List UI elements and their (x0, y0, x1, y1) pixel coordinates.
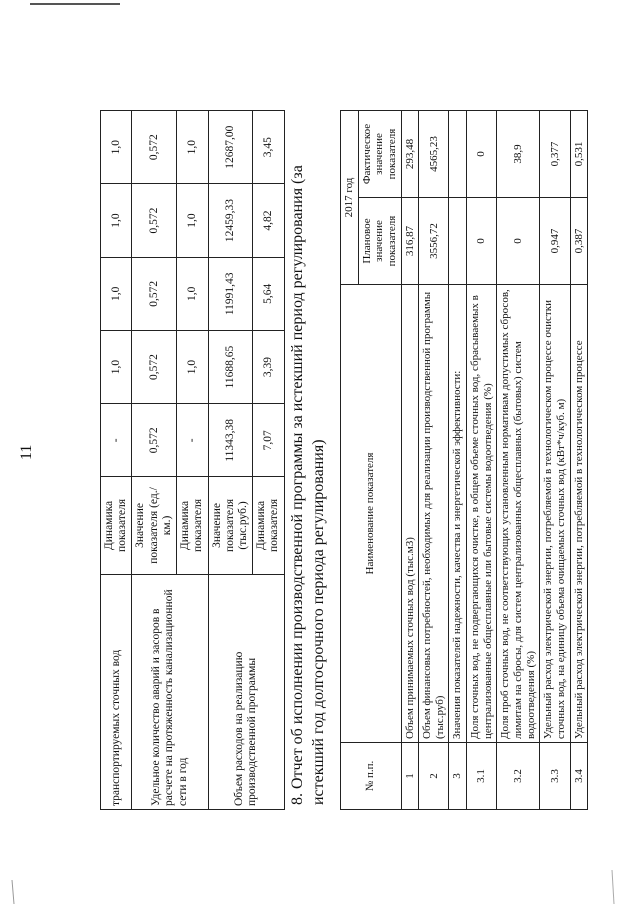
row-fact: 0,531 (570, 111, 588, 198)
header-name: Наименование показателя (341, 285, 402, 743)
row-num: 3 (449, 743, 467, 810)
row-fact: 293,48 (401, 111, 419, 198)
row-fact: 0 (467, 111, 497, 198)
row-fact: 0,377 (540, 111, 570, 198)
cell-value: 12687,00 (208, 111, 253, 184)
table-row (449, 111, 467, 810)
row-num: 3.4 (570, 743, 588, 810)
indicator-name: Объем расходов на реализацию производственной программы (208, 574, 284, 809)
row-plan: 3556,72 (419, 198, 449, 285)
indicator-measure: Динамика показателя (101, 477, 132, 574)
row-plan: 0,387 (570, 198, 588, 285)
table-header-row (341, 111, 359, 810)
cell-value: 1,0 (101, 184, 132, 257)
row-plan: 316,87 (401, 198, 419, 285)
row-plan: 0 (467, 198, 497, 285)
cell-value: 1,0 (177, 330, 208, 403)
cell-value: 0,572 (132, 404, 177, 477)
cell-value: 1,0 (101, 257, 132, 330)
header-fact: Фактическое значение показателя (358, 111, 401, 198)
table-row (419, 111, 449, 810)
cell-value: - (177, 404, 208, 477)
cell-value: 12459,33 (208, 184, 253, 257)
cell-value: 5,64 (253, 257, 284, 330)
cell-value: 1,0 (177, 184, 208, 257)
row-num: 1 (401, 743, 419, 810)
cell-value: - (101, 404, 132, 477)
cell-value: 3,45 (253, 111, 284, 184)
row-num: 3.1 (467, 743, 497, 810)
row-fact: 4565,23 (419, 111, 449, 198)
indicators-table (100, 110, 285, 810)
section-title: 8. Отчет об исполнении производственной программы за истекший период регулирования (за истекший год долгосрочного периода регулирования) (289, 165, 327, 805)
cell-value: 0,572 (132, 111, 177, 184)
row-fact: 38,9 (497, 111, 540, 198)
indicator-measure: Значение показателя (ед./км.) (132, 477, 177, 574)
row-num: 3.2 (497, 743, 540, 810)
cell-value: 1,0 (177, 257, 208, 330)
cell-value: 1,0 (101, 111, 132, 184)
table-row (401, 111, 419, 810)
table-row (467, 111, 497, 810)
cell-value: 11688,65 (208, 330, 253, 403)
page-number: 11 (18, 444, 35, 460)
cell-value: 0,572 (132, 257, 177, 330)
cell-value: 1,0 (177, 111, 208, 184)
indicator-measure: Динамика показателя (177, 477, 208, 574)
table-row (570, 111, 588, 810)
row-fact (449, 111, 467, 198)
cell-value: 1,0 (101, 330, 132, 403)
indicator-measure: Значение показателя (тыс.руб.) (208, 477, 253, 574)
table-row (132, 111, 177, 810)
header-plan: Плановое значение показателя (358, 198, 401, 285)
cell-value: 3,39 (253, 330, 284, 403)
row-plan (449, 198, 467, 285)
header-year: 2017 год (341, 111, 359, 285)
cell-value: 0,572 (132, 330, 177, 403)
cell-value: 0,572 (132, 184, 177, 257)
row-name: Удельный расход электрической энергии, потребляемой в технологическом процессе (570, 285, 588, 743)
table-row (540, 111, 570, 810)
row-name: Доля сточных вод, не подвергающихся очистке, в общем объеме сточных вод, сбрасываемых в централизованные общесплавные или бытовые системы водоотведения (%) (467, 285, 497, 743)
header-num: № п.п. (341, 743, 402, 810)
table-row (208, 111, 253, 810)
row-name: Доля проб сточных вод, не соответствующих установленным нормативам допустимых сбросов, лимитам на сбросы, для систем централизованных общесплавных (бытовых) систем водоотведения (%) (497, 285, 540, 743)
table-row (497, 111, 540, 810)
indicator-name: Удельное количество аварий и засоров в расчете на протяженность канализационной сети в год (132, 574, 208, 809)
row-plan: 0,947 (540, 198, 570, 285)
row-num: 3.3 (540, 743, 570, 810)
row-name: Удельный расход электрической энергии, потребляемой в технологическом процессе очистки сточных вод, на единицу объема очищаемых сточных вод (кВт*ч/куб. м) (540, 285, 570, 743)
cell-value: 7,07 (253, 404, 284, 477)
cell-value: 11991,43 (208, 257, 253, 330)
indicator-name: транспортируемых сточных вод (101, 574, 132, 809)
cell-value: 4,82 (253, 184, 284, 257)
cell-value: 11343,38 (208, 404, 253, 477)
program-report-table (340, 110, 588, 810)
row-name: Объем финансовых потребностей, необходимых для реализации производственной программы (тыс.руб) (419, 285, 449, 743)
indicator-measure: Динамика показателя (253, 477, 284, 574)
row-plan: 0 (497, 198, 540, 285)
row-name: Объем принимаемых сточных вод (тыс.м3) (401, 285, 419, 743)
row-name: Значения показателей надежности, качества и энергетической эффективности: (449, 285, 467, 743)
row-num: 2 (419, 743, 449, 810)
table-row (101, 111, 132, 810)
